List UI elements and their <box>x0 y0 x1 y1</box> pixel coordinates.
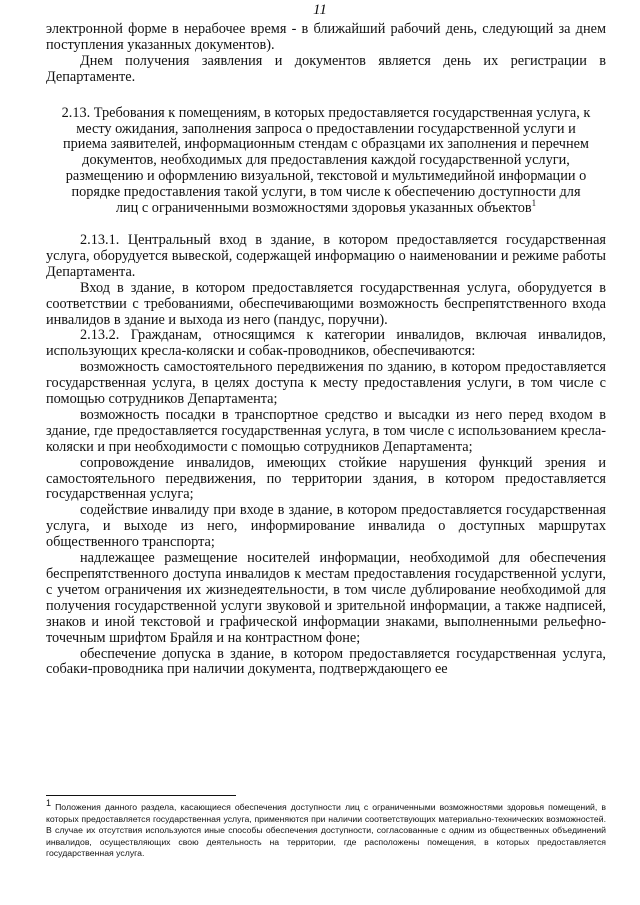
paragraph: 2.13.2. Гражданам, относящимся к категории инвалидов, включая инвалидов, использующих кресла-коляски и собак-проводников, обеспечиваются: <box>46 327 606 360</box>
list-item: содействие инвалиду при входе в здание, в котором предоставляется государственная услуга, и выходе из него, информирование инвалида о доступных маршрутах общественного транспорта; <box>46 502 606 551</box>
list-item: возможность посадки в транспортное средство и высадки из него перед входом в здание, где предоставляется государственная услуга, в том числе с использованием кресла-коляски и при необходимости с помощью сотрудников Департамента; <box>46 406 606 455</box>
list-item: сопровождение инвалидов, имеющих стойкие нарушения функций зрения и самостоятельного передвижения, по территории здания, в котором предоставляется государственная услуга; <box>46 454 606 503</box>
list-item: надлежащее размещение носителей информации, необходимой для обеспечения беспрепятственного доступа инвалидов к местам предоставления государственной услуги, с учетом ограничения их жизнедеятельности, в том числе дублирование необходимой для получения государственной услуги звуковой и зрительной информации, а также надписей, знаков и иной текстовой и графической информации знаками, выполненными рельефно-точечным шрифтом Брайля и на контрастном фоне; <box>46 550 606 646</box>
section-heading <box>46 106 606 217</box>
page-number: 11 <box>313 2 327 18</box>
footnote <box>46 798 606 860</box>
document-body <box>46 22 606 678</box>
paragraph: 2.13.1. Центральный вход в здание, в котором предоставляется государственная услуга, оборудуется вывеской, содержащей информацию о наименовании и режиме работы Департамента. <box>46 231 606 280</box>
section-heading-text: 2.13. Требования к помещениям, в которых предоставляется государственная услуга, к месту ожидания, заполнения запроса о предоставлении государственной услуги и приема заявителей, информационным стендам с образцами их заполнения и перечнем документов, необходимых для предоставления каждой государственной услуги, размещению и оформлению визуальной, текстовой и мультимедийной информации о порядке предоставления такой услуги, в том числе к обеспечению доступности для лиц с ограниченными возможностями здоровья указанных объектов <box>61 104 591 217</box>
list-item: обеспечение допуска в здание, в котором предоставляется государственная услуга, собаки-проводника при наличии документа, подтверждающего ее <box>46 645 606 678</box>
footnote-divider <box>46 795 236 796</box>
footnote-mark: 1 <box>46 798 52 809</box>
footnote-text: Положения данного раздела, касающиеся обеспечения доступности лиц с ограниченными возможностями здоровья помещений, в которых предоставляется государственная услуга, применяются при наличии соответствующих материально-технических возможностей. В случае их отсутствия используются иные способы обеспечения доступности, согласованные с одним из общественных объединений инвалидов, осуществляющих свою деятельность на территории, где расположены помещения, в которых предоставляется государственная услуга. <box>46 802 606 859</box>
paragraph: электронной форме в нерабочее время - в ближайший рабочий день, следующий за днем поступления указанных документов). <box>46 21 606 53</box>
paragraph: Вход в здание, в котором предоставляется государственная услуга, оборудуется в соответствии с требованиями, обеспечивающими возможность беспрепятственного входа инвалидов в здание и выхода из него (пандус, поручни). <box>46 279 606 328</box>
footnote-reference: 1 <box>531 198 537 209</box>
paragraph: Днем получения заявления и документов является день их регистрации в Департаменте. <box>46 52 606 85</box>
list-item: возможность самостоятельного передвижения по зданию, в котором предоставляется государственная услуга, в целях доступа к месту предоставления услуги, в том числе с помощью сотрудников Департамента; <box>46 359 606 408</box>
